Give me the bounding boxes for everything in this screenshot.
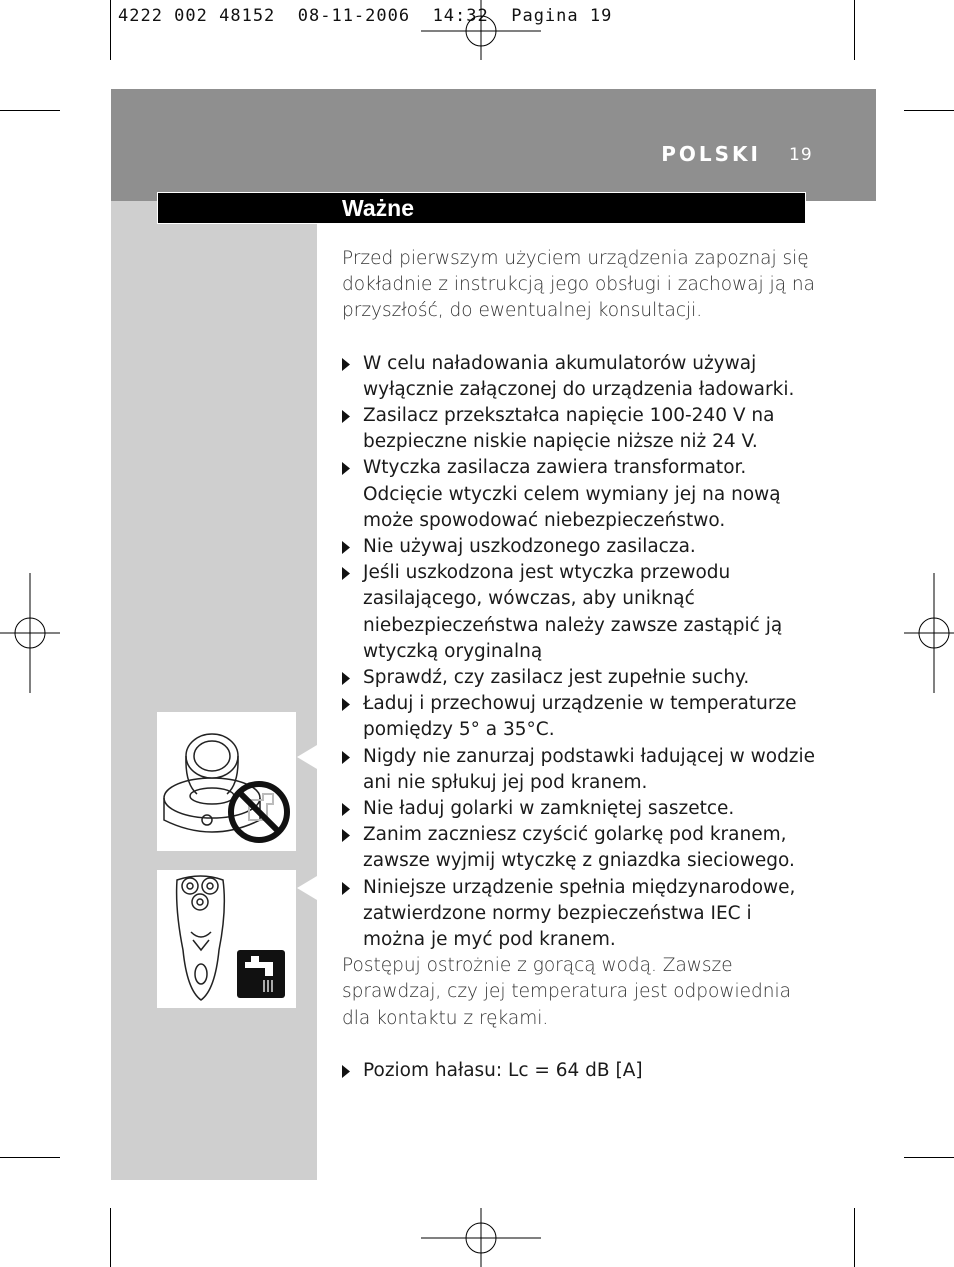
triangle-bullet-icon bbox=[342, 462, 350, 475]
charging-stand-illustration bbox=[157, 712, 296, 851]
intro-paragraph: Przed pierwszym użyciem urządzenia zapoznaj się dokładnie z instrukcją jego obsługi i zachowaj ją na przyszłość, do ewentualnej konsultacji. bbox=[342, 248, 815, 322]
list-item bbox=[342, 822, 816, 874]
bullet-text: Jeśli uszkodzona jest wtyczka przewodu zasilającego, wówczas, aby uniknąć niebezpieczeństwa należy zawsze zastąpić ją wtyczką oryginalną bbox=[363, 562, 783, 662]
print-slug-line: 4222 002 48152 08-11-2006 14:32 Pagina 19 bbox=[118, 6, 613, 26]
list-item bbox=[342, 744, 816, 796]
list-item bbox=[342, 691, 816, 743]
triangle-bullet-icon bbox=[342, 1065, 350, 1078]
section-title: Ważne bbox=[342, 195, 414, 221]
section-title-bar bbox=[157, 192, 806, 224]
list-item bbox=[342, 560, 816, 665]
page-number: 19 bbox=[789, 145, 813, 165]
list-item bbox=[342, 875, 816, 954]
triangle-bullet-icon bbox=[342, 882, 350, 895]
side-band bbox=[111, 201, 317, 1180]
triangle-bullet-icon bbox=[342, 751, 350, 764]
list-item bbox=[342, 665, 816, 691]
list-item bbox=[342, 534, 816, 560]
triangle-bullet-icon bbox=[342, 567, 350, 580]
noise-bullet-list bbox=[342, 1058, 816, 1084]
bullet-text: Wtyczka zasilacza zawiera transformator. Odcięcie wtyczki celem wymiany jej na nową może spowodować niebezpieczeństwo. bbox=[363, 457, 781, 531]
bullet-text: W celu naładowania akumulatorów używaj wyłącznie załączonej do urządzenia ładowarki. bbox=[363, 352, 795, 400]
callout-pointer bbox=[297, 876, 317, 900]
noise-level-text: Poziom hałasu: Lc = 64 dB [A] bbox=[363, 1059, 643, 1081]
warning-paragraph: Postępuj ostrożnie z gorącą wodą. Zawsze sprawdzaj, czy jej temperatura jest odpowiednia dla kontaktu z rękami. bbox=[342, 955, 791, 1029]
list-item bbox=[342, 403, 816, 455]
list-item bbox=[342, 796, 816, 822]
bullet-text: Niniejsze urządzenie spełnia międzynarodowe, zatwierdzone normy bezpieczeństwa IEC i można je myć pod kranem. bbox=[363, 876, 796, 951]
list-item bbox=[342, 455, 816, 534]
shaver-tap-water-icon bbox=[157, 870, 296, 1008]
safety-bullet-list bbox=[342, 351, 816, 954]
list-item bbox=[342, 1058, 816, 1084]
list-item bbox=[342, 351, 816, 403]
bullet-text: Ładuj i przechowuj urządzenie w temperaturze pomiędzy 5° a 35°C. bbox=[363, 693, 797, 741]
triangle-bullet-icon bbox=[342, 358, 350, 371]
bullet-text: Nie używaj uszkodzonego zasilacza. bbox=[363, 536, 696, 558]
language-label: POLSKI bbox=[661, 142, 761, 166]
triangle-bullet-icon bbox=[342, 698, 350, 711]
triangle-bullet-icon bbox=[342, 410, 350, 423]
triangle-bullet-icon bbox=[342, 541, 350, 554]
bullet-text: Nie ładuj golarki w zamkniętej saszetce. bbox=[363, 798, 735, 820]
header-band bbox=[111, 89, 876, 201]
bullet-text: Zanim zaczniesz czyścić golarkę pod kranem, zawsze wyjmij wtyczkę z gniazdka sieciowego. bbox=[363, 824, 795, 872]
main-content bbox=[342, 246, 816, 1084]
triangle-bullet-icon bbox=[342, 672, 350, 685]
bullet-text: Zasilacz przekształca napięcie 100-240 V na bezpieczne niskie napięcie niższe niż 24 V. bbox=[363, 405, 775, 453]
bullet-text: Nigdy nie zanurzaj podstawki ładującej w wodzie ani nie spłukuj jej pod kranem. bbox=[363, 745, 816, 793]
bullet-text: Sprawdź, czy zasilacz jest zupełnie suchy. bbox=[363, 667, 750, 689]
shaver-illustration bbox=[157, 870, 296, 1008]
callout-pointer bbox=[297, 745, 317, 769]
triangle-bullet-icon bbox=[342, 829, 350, 842]
charging-stand-no-water-icon bbox=[157, 712, 296, 851]
triangle-bullet-icon bbox=[342, 803, 350, 816]
